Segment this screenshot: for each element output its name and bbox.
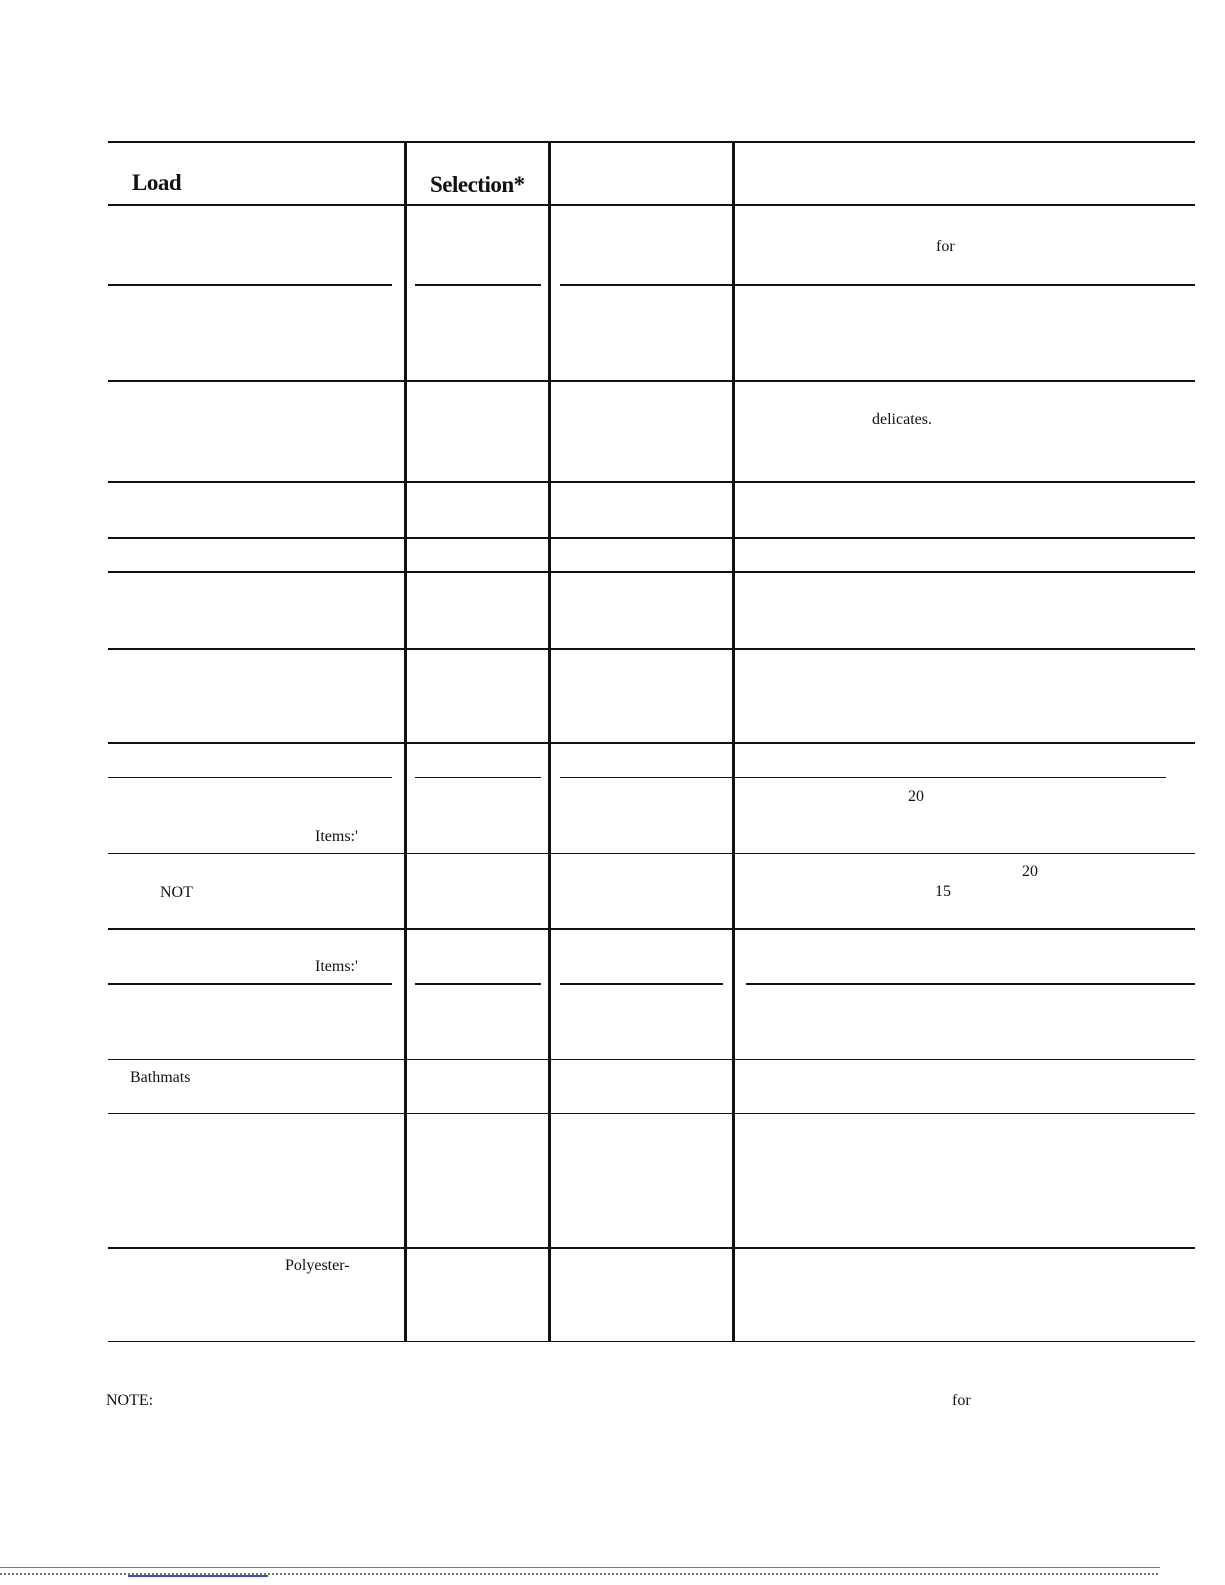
cell-text-20: 20: [908, 788, 924, 805]
cell-text-polyester: Polyester-: [285, 1257, 350, 1274]
table-bottom-rule: [108, 1341, 1195, 1342]
row-rule: [108, 1113, 1195, 1114]
cell-text-bathmats: Bathmats: [130, 1069, 191, 1086]
row-rule: [108, 928, 1195, 930]
row-rule: [108, 1247, 1195, 1249]
row-rule: [108, 481, 1195, 483]
header-selection: Selection*: [430, 172, 525, 197]
row-rule: [108, 537, 1195, 539]
header-load: Load: [132, 170, 182, 195]
row-rule: [415, 983, 541, 985]
cell-text-items: Items:': [315, 828, 358, 845]
cell-text-20: 20: [1022, 863, 1038, 880]
row-rule: [108, 1059, 1195, 1060]
row-rule: [560, 983, 723, 985]
cell-text-items: Items:': [315, 958, 358, 975]
header-bottom-rule: [108, 204, 1195, 206]
row-rule: [108, 571, 1195, 573]
row-rule: [560, 777, 1166, 778]
row-rule: [746, 983, 1195, 985]
row-rule: [108, 983, 392, 985]
note-text-for: for: [952, 1392, 971, 1409]
row-rule: [415, 284, 541, 286]
cell-text-delicates: delicates.: [872, 411, 932, 428]
cell-text-not: NOT: [160, 884, 193, 901]
row-rule: [108, 777, 392, 778]
row-rule: [108, 742, 1195, 744]
footer-rule: [0, 1567, 1160, 1568]
cell-text-15: 15: [935, 883, 951, 900]
row-rule: [560, 284, 1195, 286]
table-top-rule: [108, 141, 1195, 143]
row-rule: [108, 648, 1195, 650]
row-rule: [108, 853, 1195, 854]
row-rule: [108, 380, 1195, 382]
footer-link-underline: [128, 1575, 268, 1577]
cell-text-for: for: [936, 238, 955, 255]
note-label: NOTE:: [106, 1392, 154, 1409]
row-rule: [415, 777, 541, 778]
row-rule: [108, 284, 392, 286]
